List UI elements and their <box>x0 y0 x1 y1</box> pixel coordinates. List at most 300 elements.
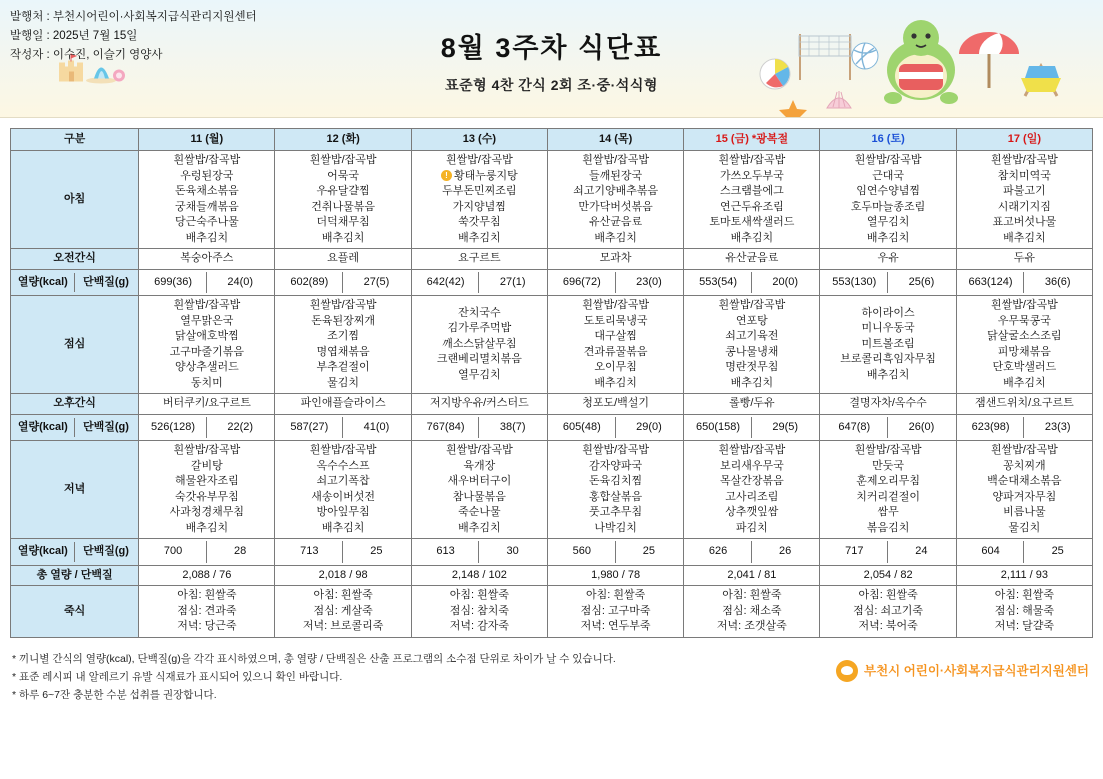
menu-item: 홍합살볶음 <box>589 490 643 503</box>
protein-value: 25 <box>1051 545 1064 557</box>
kcal-value: 713 <box>276 541 343 563</box>
protein-value: 29(0) <box>636 420 662 433</box>
header-day-4-label: 15 (금) <box>715 132 749 145</box>
juk-item: 점심: 고구마죽 <box>580 604 651 617</box>
menu-item: 배추김치 <box>594 231 637 244</box>
menu-item: 두부돈민찌조림 <box>442 185 517 197</box>
page-subtitle: 표준형 4찬 간식 2회 조·중·석식형 <box>445 77 658 93</box>
menu-item: 훈제오리무침 <box>856 475 920 487</box>
dinner-kcal-day-2 <box>411 539 547 566</box>
pm-kcal-day-2 <box>411 414 547 441</box>
kcal-value: 642(42) <box>413 272 480 294</box>
menu-item: 연근두유조림 <box>719 200 784 213</box>
protein-value: 25 <box>642 545 656 557</box>
protein-value: 24 <box>915 545 928 557</box>
menu-item: 갈비탕 <box>190 459 223 472</box>
menu-item: 숙갓유부무침 <box>174 490 239 503</box>
menu-item: 쇠고기폭찹 <box>316 475 370 487</box>
juk-item: 점심: 채소죽 <box>722 604 782 617</box>
row-label-breakfast: 아침 <box>11 151 139 249</box>
am-kcal-day-3 <box>547 269 683 296</box>
issuer-line-3: 작성자 : 이수진, 이슬기 영양사 <box>10 49 163 61</box>
kcal-value: 526(128) <box>140 417 207 439</box>
menu-item: 배추김치 <box>730 376 774 389</box>
protein-value: 24(0) <box>227 275 254 288</box>
menu-item: 백순대채소볶음 <box>987 475 1062 487</box>
protein-value: 26(0) <box>908 420 935 433</box>
header-day-3: 14 (목) <box>547 129 683 151</box>
juk-item: 점심: 견과죽 <box>177 604 237 617</box>
juk-item: 저녁: 달걀죽 <box>994 620 1054 632</box>
menu-item: 표고버섯나물 <box>992 216 1057 228</box>
kcal-value: 767(84) <box>413 417 480 439</box>
protein-label: 단백질(g) <box>82 420 129 433</box>
protein-label: 단백질(g) <box>82 275 129 288</box>
dinner-day-1 <box>275 441 411 539</box>
total-day-4: 2,041 / 81 <box>684 565 820 586</box>
juk-item: 저녁: 조갯살죽 <box>716 620 787 632</box>
lunch-day-5 <box>820 296 956 394</box>
menu-item: 당근숙주나물 <box>174 216 239 228</box>
juk-item: 아침: 흰쌀죽 <box>722 589 782 601</box>
kcal-value: 700 <box>140 541 207 563</box>
menu-item: 파김치 <box>735 521 768 534</box>
page-title: 8월 3주차 식단표 <box>440 33 663 63</box>
menu-item: 흰쌀밥/잡곡밥 <box>990 154 1058 166</box>
menu-item: 열무김치 <box>866 216 910 228</box>
menu-item: 견과류꿀볶음 <box>583 345 648 358</box>
menu-item: 대구살찜 <box>594 330 637 342</box>
juk-item: 아침: 흰쌀죽 <box>994 589 1054 601</box>
header-day-5: 16 (토) <box>820 129 956 151</box>
am-snack-day-0: 복숭아주스 <box>139 249 275 270</box>
menu-item: 유산균음료 <box>589 216 643 228</box>
juk-item: 저녁: 북어죽 <box>858 620 918 632</box>
menu-item: 근대국 <box>872 169 905 182</box>
breakfast-day-1 <box>275 151 411 249</box>
kcal-value: 623(98) <box>958 417 1025 439</box>
protein-value: 26 <box>779 545 792 557</box>
menu-item: 목살간장볶음 <box>719 475 784 487</box>
row-pm-kcal <box>11 414 1093 441</box>
header-day-4 <box>684 129 820 151</box>
kcal-value: 717 <box>821 541 888 563</box>
kcal-value: 553(54) <box>685 272 752 294</box>
menu-item: 크랜베리멸치볶음 <box>436 353 522 366</box>
pm-kcal-day-5 <box>820 414 956 441</box>
pm-snack-day-1: 파인애플슬라이스 <box>275 394 411 415</box>
am-snack-day-4: 유산균음료 <box>684 249 820 270</box>
menu-item: 배추김치 <box>594 376 637 389</box>
row-label-pm-snack: 오후간식 <box>11 394 139 415</box>
menu-item: 배추김치 <box>1003 376 1046 389</box>
menu-item: 참나물볶음 <box>452 490 506 503</box>
menu-item: 해물완자조림 <box>174 475 239 487</box>
juk-day-5 <box>820 586 956 638</box>
juk-day-0 <box>139 586 275 638</box>
protein-value: 23(3) <box>1044 420 1071 433</box>
pm-snack-day-3: 청포도/백설기 <box>547 394 683 415</box>
row-label-dinner-kcal <box>11 539 139 566</box>
kcal-value: 587(27) <box>276 417 343 439</box>
menu-item: 배추김치 <box>458 231 501 244</box>
menu-item: 명란젓무침 <box>725 361 779 373</box>
menu-item: 궁채들깨볶음 <box>174 200 239 213</box>
menu-item: 죽순나물 <box>458 506 501 518</box>
menu-item: 배추김치 <box>321 231 365 244</box>
row-label-am-kcal <box>11 269 139 296</box>
row-label-am-snack: 오전간식 <box>11 249 139 270</box>
row-am-kcal <box>11 269 1093 296</box>
lunch-day-3 <box>547 296 683 394</box>
protein-value: 41(0) <box>363 420 390 433</box>
protein-value: 28 <box>234 545 247 557</box>
menu-item: 새송이버섯전 <box>311 490 375 503</box>
menu-item: 가지양념찜 <box>452 200 506 213</box>
menu-item: 흰쌀밥/잡곡밥 <box>718 299 786 311</box>
menu-item: 흰쌀밥/잡곡밥 <box>309 444 377 456</box>
breakfast-day-2 <box>411 151 547 249</box>
menu-item: 피망채볶음 <box>997 345 1051 358</box>
dinner-kcal-day-4 <box>684 539 820 566</box>
menu-item: 흰쌀밥/잡곡밥 <box>718 444 786 456</box>
menu-item: 돈육된장찌개 <box>311 314 375 327</box>
dinner-kcal-day-0 <box>139 539 275 566</box>
menu-item: 방아잎무침 <box>316 506 370 518</box>
menu-item: 사과청경채무침 <box>169 506 245 518</box>
row-totals <box>11 565 1093 586</box>
header-day-2: 13 (수) <box>411 129 547 151</box>
menu-item: 조기찜 <box>327 330 360 342</box>
protein-value: 36(6) <box>1044 275 1071 288</box>
kcal-label: 열량(kcal) <box>12 418 75 438</box>
menu-item: 배추김치 <box>866 368 910 381</box>
kcal-value: 663(124) <box>958 272 1025 294</box>
menu-item: 참치미역국 <box>997 169 1051 182</box>
dinner-kcal-day-5 <box>820 539 956 566</box>
kcal-label: 열량(kcal) <box>12 542 75 562</box>
pm-kcal-day-6 <box>956 414 1092 441</box>
dinner-day-4 <box>684 441 820 539</box>
issuer-info <box>10 8 257 65</box>
total-day-1: 2,018 / 98 <box>275 565 411 586</box>
am-snack-day-5: 우유 <box>820 249 956 270</box>
pm-kcal-day-0 <box>139 414 275 441</box>
menu-item: 쇠고기육전 <box>725 330 779 342</box>
juk-item: 점심: 참치죽 <box>449 604 509 617</box>
juk-item: 아침: 흰쌀죽 <box>313 589 373 601</box>
center-logo-icon <box>836 660 858 682</box>
row-breakfast <box>11 151 1093 249</box>
menu-item: 흰쌀밥/잡곡밥 <box>309 299 377 311</box>
menu-item: 배추김치 <box>458 521 501 534</box>
lunch-day-4 <box>684 296 820 394</box>
holiday-badge: *광복절 <box>751 132 789 145</box>
row-label-juk: 죽식 <box>11 586 139 638</box>
menu-item: 우렁된장국 <box>180 169 234 182</box>
lunch-day-1 <box>275 296 411 394</box>
menu-item: 닭살애호박찜 <box>174 330 239 342</box>
menu-item: 흰쌀밥/잡곡밥 <box>173 444 241 456</box>
lunch-day-6 <box>956 296 1092 394</box>
juk-day-4 <box>684 586 820 638</box>
pm-kcal-day-1 <box>275 414 411 441</box>
menu-item: 연포탕 <box>735 314 768 327</box>
row-label-totals: 총 열량 / 단백질 <box>11 565 139 586</box>
menu-item: 흰쌀밥/잡곡밥 <box>582 154 650 166</box>
row-dinner <box>11 441 1093 539</box>
kcal-value: 553(130) <box>821 272 888 294</box>
juk-day-6 <box>956 586 1092 638</box>
protein-value: 25(6) <box>908 275 935 288</box>
protein-value: 29(5) <box>772 420 799 433</box>
breakfast-day-4 <box>684 151 820 249</box>
row-dinner-kcal <box>11 539 1093 566</box>
menu-item: 깨소스닭살무침 <box>442 337 517 350</box>
menu-table-wrap <box>0 128 1103 638</box>
protein-value: 27(5) <box>363 275 390 288</box>
menu-item: 명엽채볶음 <box>316 345 370 358</box>
breakfast-day-5 <box>820 151 956 249</box>
protein-value: 38(7) <box>499 420 526 433</box>
menu-item: 쌈무 <box>877 506 899 518</box>
issuer-line-2: 발행일 : 2025년 7월 15일 <box>10 30 138 42</box>
menu-item: 파불고기 <box>1003 185 1046 197</box>
menu-item: 배추김치 <box>866 231 910 244</box>
menu-item: 배추김치 <box>185 521 229 534</box>
center-logo-label: 부천시 어린이·사회복지급식관리지원센터 <box>864 663 1089 678</box>
header-day-6: 17 (일) <box>956 129 1092 151</box>
kcal-value: 647(8) <box>821 417 888 439</box>
dinner-kcal-day-6 <box>956 539 1092 566</box>
kcal-value: 604 <box>958 541 1025 563</box>
menu-item: 흰쌀밥/잡곡밥 <box>854 444 922 456</box>
juk-item: 아침: 흰쌀죽 <box>858 589 918 601</box>
dinner-day-0 <box>139 441 275 539</box>
row-label-lunch: 점심 <box>11 296 139 394</box>
menu-item: 치커리겉절이 <box>856 490 920 503</box>
menu-item: 열무김치 <box>458 368 501 381</box>
protein-value: 23(0) <box>636 275 662 288</box>
juk-item: 저녁: 당근죽 <box>177 620 237 632</box>
am-kcal-day-6 <box>956 269 1092 296</box>
row-am-snack <box>11 249 1093 270</box>
breakfast-day-6 <box>956 151 1092 249</box>
menu-item: 흰쌀밥/잡곡밥 <box>990 444 1058 456</box>
menu-item: 꽁치찌개 <box>1003 459 1046 472</box>
protein-label: 단백질(g) <box>82 545 129 557</box>
menu-item: 흰쌀밥/잡곡밥 <box>582 444 650 456</box>
juk-item: 아침: 흰쌀죽 <box>585 589 646 601</box>
menu-item: 쇠고기양배추볶음 <box>573 185 659 197</box>
menu-item: 흰쌀밥/잡곡밥 <box>445 154 513 166</box>
row-pm-snack <box>11 394 1093 415</box>
dinner-kcal-day-3 <box>547 539 683 566</box>
juk-day-1 <box>275 586 411 638</box>
menu-item: 우무묵콩국 <box>997 314 1051 327</box>
menu-item: 콩나물냉채 <box>725 345 779 358</box>
total-day-2: 2,148 / 102 <box>411 565 547 586</box>
menu-item: 가쓰오두부국 <box>719 169 784 182</box>
menu-item: 토마토새싹샐러드 <box>709 216 795 228</box>
row-lunch <box>11 296 1093 394</box>
total-day-0: 2,088 / 76 <box>139 565 275 586</box>
protein-value: 27(1) <box>499 275 526 288</box>
menu-item: 보리새우무국 <box>719 459 784 472</box>
juk-item: 저녁: 감자죽 <box>449 620 509 632</box>
menu-item: 양파겨자무침 <box>992 490 1057 503</box>
center-logo <box>836 660 1089 682</box>
juk-day-2 <box>411 586 547 638</box>
am-kcal-day-1 <box>275 269 411 296</box>
menu-item: 열무맑은국 <box>180 314 234 327</box>
menu-item: 고사리조림 <box>725 490 779 503</box>
menu-item: 동치미 <box>190 376 223 389</box>
lunch-day-2 <box>411 296 547 394</box>
pm-snack-day-0: 버터쿠키/요구르트 <box>139 394 275 415</box>
pm-snack-day-6: 잼샌드위치/요구르트 <box>956 394 1092 415</box>
protein-value: 25 <box>370 545 383 557</box>
header-day-0: 11 (월) <box>139 129 275 151</box>
total-day-3: 1,980 / 78 <box>547 565 683 586</box>
menu-item: 쑥갓무침 <box>458 216 501 228</box>
menu-item: 육개장 <box>463 459 496 472</box>
kcal-value: 602(89) <box>276 272 343 294</box>
menu-item: 나박김치 <box>594 521 637 534</box>
footer-note-3: * 하루 6~7잔 충분한 수분 섭취를 권장합니다. <box>12 688 217 701</box>
menu-item: 어묵국 <box>327 169 360 182</box>
menu-item: 새우버터구이 <box>447 475 512 487</box>
breakfast-day-3 <box>547 151 683 249</box>
kcal-value: 650(158) <box>685 417 752 439</box>
kcal-value: 613 <box>413 541 480 563</box>
menu-item: 감자양파국 <box>589 459 643 472</box>
pm-kcal-day-3 <box>547 414 683 441</box>
issuer-line-1: 발행처 : 부천시어린이·사회복지급식관리지원센터 <box>10 11 257 23</box>
protein-value: 20(0) <box>772 275 799 288</box>
menu-item: 고구마줄기볶음 <box>169 345 245 358</box>
table-header-row <box>11 129 1093 151</box>
total-day-5: 2,054 / 82 <box>820 565 956 586</box>
total-day-6: 2,111 / 93 <box>956 565 1092 586</box>
menu-item: 풋고추무침 <box>589 506 643 518</box>
am-snack-day-6: 두유 <box>956 249 1092 270</box>
menu-item: 닭살굴소스조림 <box>987 330 1062 342</box>
menu-item: 흰쌀밥/잡곡밥 <box>309 154 377 166</box>
am-snack-day-3: 모과차 <box>547 249 683 270</box>
pm-snack-day-4: 롤빵/두유 <box>684 394 820 415</box>
juk-item: 아침: 흰쌀죽 <box>449 589 509 601</box>
menu-item: 양상추샐러드 <box>174 361 239 373</box>
juk-item: 점심: 해물죽 <box>994 604 1054 617</box>
menu-item: 부추겉절이 <box>316 361 370 373</box>
lunch-day-0 <box>139 296 275 394</box>
page-footer <box>0 646 1103 704</box>
menu-item: 김가루주먹밥 <box>447 322 512 335</box>
menu-item: 배추김치 <box>1003 231 1046 244</box>
menu-item: 브로콜리흑임자무침 <box>840 353 936 366</box>
row-label-dinner: 저녁 <box>11 441 139 539</box>
menu-item: 단호박샐러드 <box>992 361 1057 373</box>
menu-item: 비름나물 <box>1003 506 1046 518</box>
menu-item: 스크램블에그 <box>719 185 784 197</box>
header-label: 구분 <box>11 129 139 151</box>
protein-value: 22(2) <box>227 420 254 433</box>
kcal-label: 열량(kcal) <box>12 273 75 293</box>
menu-item: 더덕채무침 <box>316 216 370 228</box>
menu-item: 하이라이스 <box>861 306 915 319</box>
menu-item: 흰쌀밥/잡곡밥 <box>990 299 1058 311</box>
pm-snack-day-2: 저지방우유/커스터드 <box>411 394 547 415</box>
menu-item-allergy <box>413 169 546 185</box>
dinner-day-3 <box>547 441 683 539</box>
kcal-value: 605(48) <box>549 417 616 439</box>
header-day-1: 12 (화) <box>275 129 411 151</box>
menu-item: 옥수수스프 <box>316 459 370 472</box>
menu-item: 미니우동국 <box>861 322 915 335</box>
menu-item: 미트볼조림 <box>861 337 915 350</box>
menu-item: 돈육채소볶음 <box>174 185 239 197</box>
breakfast-day-0 <box>139 151 275 249</box>
kcal-value: 696(72) <box>549 272 616 294</box>
pm-kcal-day-4 <box>684 414 820 441</box>
menu-item: 상추깻잎쌈 <box>725 506 779 518</box>
weekly-menu-table <box>10 128 1093 638</box>
kcal-value: 699(36) <box>140 272 207 294</box>
kcal-value: 626 <box>685 541 752 563</box>
menu-item: 배추김치 <box>321 521 365 534</box>
juk-item: 아침: 흰쌀죽 <box>177 589 237 601</box>
menu-item: 배추김치 <box>730 231 774 244</box>
menu-item: 흰쌀밥/잡곡밥 <box>173 299 241 311</box>
am-kcal-day-4 <box>684 269 820 296</box>
juk-day-3 <box>547 586 683 638</box>
menu-item: 오이무침 <box>594 361 637 373</box>
juk-item: 점심: 게살죽 <box>313 604 373 617</box>
am-snack-day-1: 요플레 <box>275 249 411 270</box>
juk-item: 저녁: 연두부죽 <box>580 620 651 632</box>
juk-item: 저녁: 브로콜리죽 <box>302 620 384 632</box>
row-juk <box>11 586 1093 638</box>
menu-item: 볶음김치 <box>866 521 910 534</box>
dinner-kcal-day-1 <box>275 539 411 566</box>
menu-item: 만가닥버섯볶음 <box>578 200 653 213</box>
dinner-day-6 <box>956 441 1092 539</box>
menu-item: 흰쌀밥/잡곡밥 <box>173 154 241 166</box>
juk-item: 점심: 쇠고기죽 <box>853 604 924 617</box>
menu-item: 도토리묵냉국 <box>583 314 648 327</box>
menu-item: 흰쌀밥/잡곡밥 <box>582 299 650 311</box>
footer-note-1: * 끼니별 간식의 열량(kcal), 단백질(g)을 각각 표시하였으며, 총 열량 / 단백질은 산출 프로그램의 소수점 단위로 차이가 날 수 있습니다. <box>12 652 616 665</box>
allergy-warning-icon: ! <box>441 170 452 181</box>
menu-item: 임연수양념찜 <box>856 185 920 197</box>
menu-item: 잔치국수 <box>458 306 501 319</box>
menu-item: 건취나물볶음 <box>311 200 375 213</box>
kcal-value: 560 <box>549 541 616 563</box>
menu-item: 시래기지짐 <box>997 200 1051 213</box>
menu-item: 우유달걀찜 <box>316 185 370 197</box>
menu-item: 흰쌀밥/잡곡밥 <box>445 444 513 456</box>
menu-item: 들깨된장국 <box>589 169 643 182</box>
menu-item: 물김치 <box>1008 521 1041 534</box>
dinner-day-5 <box>820 441 956 539</box>
am-kcal-day-0 <box>139 269 275 296</box>
menu-item: 흰쌀밥/잡곡밥 <box>718 154 786 166</box>
menu-item: 물김치 <box>327 376 360 389</box>
menu-item: 호두마늘종조림 <box>850 200 926 213</box>
footer-note-2: * 표준 레시피 내 알레르기 유발 식재료가 표시되어 있으니 확인 바랍니다. <box>12 670 343 683</box>
menu-item: 돈육김치찜 <box>589 475 643 487</box>
